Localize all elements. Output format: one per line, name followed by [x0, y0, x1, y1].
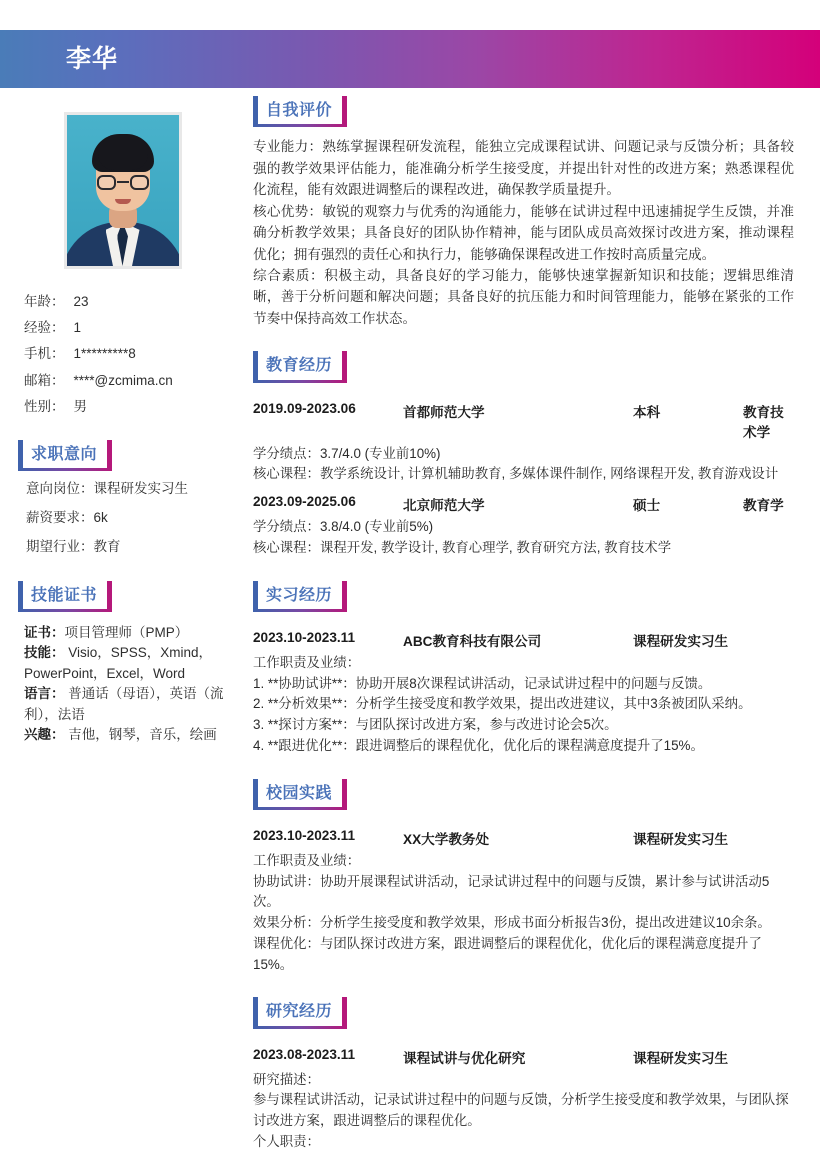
spacer [253, 341, 794, 351]
heading-right-bar [342, 997, 347, 1028]
section-heading-job-intent [18, 440, 112, 471]
section-heading-self-evaluation [253, 96, 347, 127]
section-heading-education [253, 351, 347, 382]
entry-detail: 2. **分析效果**：分析学生接受度和教学效果，提出改进建议，其中3条被团队采纳。 [253, 696, 752, 712]
entry-detail: 协助试讲：协助开展课程试讲活动，记录试讲过程中的问题与反馈，累计参与试讲活动5次。 [253, 873, 770, 910]
spacer [253, 987, 794, 997]
list-item [24, 623, 227, 644]
heading-bottom-bar [253, 380, 347, 383]
entry-date: 2023.10-2023.11 [253, 629, 356, 645]
entry-detail: 4. **跟进优化**：跟进调整后的课程优化，优化后的课程满意度提升了15%。 [253, 737, 704, 753]
mouth-shape [115, 199, 131, 204]
heading-right-bar [107, 581, 112, 612]
section-title: 实习经历 [266, 586, 333, 604]
list-item: 意向岗位：课程研发实习生 [26, 481, 188, 497]
id-photo [67, 115, 179, 266]
glasses-lens-left [97, 175, 116, 190]
info-label: 经验： [24, 320, 65, 336]
photo-frame [64, 112, 182, 269]
list-item: 期望行业：教育 [26, 538, 121, 554]
entry-detail: 1. **协助试讲**：协助开展8次课程试讲活动，记录试讲过程中的问题与反馈。 [253, 675, 712, 691]
list-item [24, 400, 227, 414]
entry-detail: 学分绩点：3.8/4.0 (专业前5%) [253, 519, 434, 535]
heading-right-bar [107, 440, 112, 471]
section-title: 研究经历 [266, 1003, 333, 1021]
heading-left-bar [253, 96, 258, 127]
skills-list [24, 623, 227, 746]
heading-left-bar [253, 997, 258, 1028]
internship-entry [253, 630, 794, 757]
list-item: 薪资要求：6k [26, 509, 108, 525]
entry-major: 教育学 [743, 498, 784, 514]
skill-value: 普通话（母语），英语（流利），法语 [24, 686, 224, 722]
entry-role: 课程研发实习生 [633, 633, 729, 649]
skill-label: 证书： [24, 624, 65, 640]
entry-detail: 工作职责及业绩： [253, 654, 361, 670]
skill-value: Visio，SPSS，Xmind，PowerPoint，Excel，Word [24, 645, 213, 681]
section-internship [253, 581, 794, 757]
main-content [245, 88, 820, 1160]
hair-shape [92, 134, 154, 172]
personal-info-list [24, 295, 227, 414]
entry-major: 教育技术学 [743, 404, 784, 440]
spacer [253, 571, 794, 581]
skill-value: 项目管理师（PMP） [64, 624, 189, 640]
entry-degree: 硕士 [633, 498, 661, 514]
skill-label: 技能： [24, 645, 65, 661]
job-intent-list [26, 482, 227, 555]
heading-bottom-bar [253, 1026, 347, 1029]
entry-school: 北京师范大学 [403, 498, 485, 514]
section-title: 自我评价 [266, 102, 333, 119]
section-title: 求职意向 [31, 445, 98, 463]
entry-detail: 工作职责及业绩： [253, 852, 361, 868]
entry-detail: 参与课程试讲活动，记录试讲过程中的问题与反馈，分析学生接受度和教学效果，与团队探讨改进方案，跟进调整后的课程优化。 [253, 1092, 789, 1129]
info-value: 23 [73, 294, 89, 309]
heading-right-bar [342, 351, 347, 382]
entry-school: 首都师范大学 [403, 404, 485, 420]
info-label: 邮箱： [24, 372, 65, 388]
page-title: 李华 [66, 44, 119, 73]
section-education [253, 351, 794, 558]
entry-date: 2023.10-2023.11 [253, 827, 356, 843]
heading-left-bar [18, 581, 23, 612]
entry-header [253, 1047, 794, 1067]
glasses-icon [97, 175, 149, 190]
section-heading-skills [18, 581, 112, 612]
section-title: 技能证书 [31, 586, 98, 604]
spacer [253, 769, 794, 779]
resume-header-banner [0, 30, 820, 88]
paragraph: 核心优势：敏锐的观察力与优秀的沟通能力，能够在试讲过程中迅速捕捉学生反馈，并准确分析教学效果；具备良好的团队协作精神，能与团队成员高效探讨改进方案，推动课程优化；拥有强烈的责任心和执行力，能够确保课程改进工作按时高质量完成。 [253, 203, 794, 262]
entry-date: 2019.09-2023.06 [253, 400, 356, 416]
entry-header [253, 401, 794, 441]
left-sidebar [0, 88, 245, 746]
section-campus-practice [253, 779, 794, 976]
heading-bottom-bar [18, 609, 112, 612]
heading-left-bar [253, 581, 258, 612]
info-value: 1*********8 [73, 346, 136, 362]
skill-value: 吉他，钢琴，音乐，绘画 [64, 727, 217, 743]
entry-detail: 核心课程：教学系统设计, 计算机辅助教育, 多媒体课件制作, 网络课程开发, 教育游戏设计 [253, 466, 779, 482]
entry-topic: 课程试讲与优化研究 [403, 1050, 526, 1066]
list-item [24, 347, 227, 361]
skill-label: 兴趣： [24, 727, 65, 743]
heading-left-bar [253, 351, 258, 382]
entry-detail: 学分绩点：3.7/4.0 (专业前10%) [253, 445, 441, 461]
education-entry [253, 401, 794, 486]
entry-role: 课程研发实习生 [633, 1050, 729, 1066]
entry-detail: 研究描述： [253, 1071, 320, 1087]
list-item [24, 643, 227, 684]
section-heading-research [253, 997, 347, 1028]
heading-right-bar [342, 779, 347, 810]
glasses-bridge [117, 181, 129, 183]
list-item [24, 321, 227, 335]
education-entry [253, 494, 794, 559]
heading-right-bar [342, 96, 347, 127]
campus-entry [253, 828, 794, 976]
paragraph: 综合素质：积极主动，具备良好的学习能力，能够快速掌握新知识和技能；逻辑思维清晰，善于分析问题和解决问题；具备良好的抗压能力和时间管理能力，能够在紧张的工作节奏中保持高效工作状态。 [253, 268, 794, 326]
entry-degree: 本科 [633, 404, 661, 420]
info-value: 男 [73, 398, 87, 414]
entry-date: 2023.09-2025.06 [253, 494, 356, 510]
heading-left-bar [253, 779, 258, 810]
entry-role: 课程研发实习生 [633, 831, 729, 847]
heading-right-bar [342, 581, 347, 612]
list-item [24, 725, 227, 746]
entry-header [253, 630, 794, 650]
list-item [24, 374, 227, 388]
entry-detail: 课程优化：与团队探讨改进方案，跟进调整后的课程优化，优化后的课程满意度提升了15%。 [253, 935, 762, 972]
glasses-lens-right [130, 175, 149, 190]
entry-detail: 3. **探讨方案**：与团队探讨改进方案，参与改进讨论会5次。 [253, 717, 618, 733]
paragraph: 专业能力：熟练掌握课程研发流程，能独立完成课程试讲、问题记录与反馈分析；具备较强的教学效果评估能力，能准确分析学生接受度，并提出针对性的改进方案；熟悉课程优化流程，能有效跟进调整后的课程改进，确保教学质量提升。 [253, 139, 794, 198]
entry-header [253, 494, 794, 514]
entry-header [253, 828, 794, 848]
heading-left-bar [18, 440, 23, 471]
entry-detail: 效果分析：分析学生接受度和教学效果，形成书面分析报告3份，提出改进建议10余条。 [253, 915, 771, 931]
heading-bottom-bar [253, 807, 347, 810]
section-title: 教育经历 [266, 357, 333, 375]
entry-date: 2023.08-2023.11 [253, 1046, 356, 1062]
section-heading-internship [253, 581, 347, 612]
section-heading-campus-practice [253, 779, 347, 810]
heading-bottom-bar [18, 468, 112, 471]
heading-bottom-bar [253, 609, 347, 612]
info-value: ****@zcmima.cn [73, 372, 173, 388]
list-item [24, 684, 227, 725]
info-value: 1 [73, 320, 82, 336]
info-label: 性别： [24, 398, 65, 414]
section-self-evaluation [253, 96, 794, 329]
skill-label: 语言： [24, 686, 65, 702]
info-label: 手机： [24, 346, 65, 362]
entry-detail: 核心课程：课程开发, 教学设计, 教育心理学, 教育研究方法, 教育技术学 [253, 539, 672, 555]
resume-body [0, 88, 820, 1160]
entry-organization: XX大学教务处 [403, 831, 490, 847]
avatar [18, 112, 227, 269]
list-item [24, 295, 227, 309]
section-research [253, 997, 794, 1152]
section-title: 校园实践 [266, 784, 333, 802]
heading-bottom-bar [253, 124, 347, 127]
info-label: 年龄： [24, 294, 65, 309]
research-entry [253, 1047, 794, 1153]
entry-detail: 个人职责： [253, 1133, 320, 1149]
entry-organization: ABC教育科技有限公司 [403, 633, 542, 649]
